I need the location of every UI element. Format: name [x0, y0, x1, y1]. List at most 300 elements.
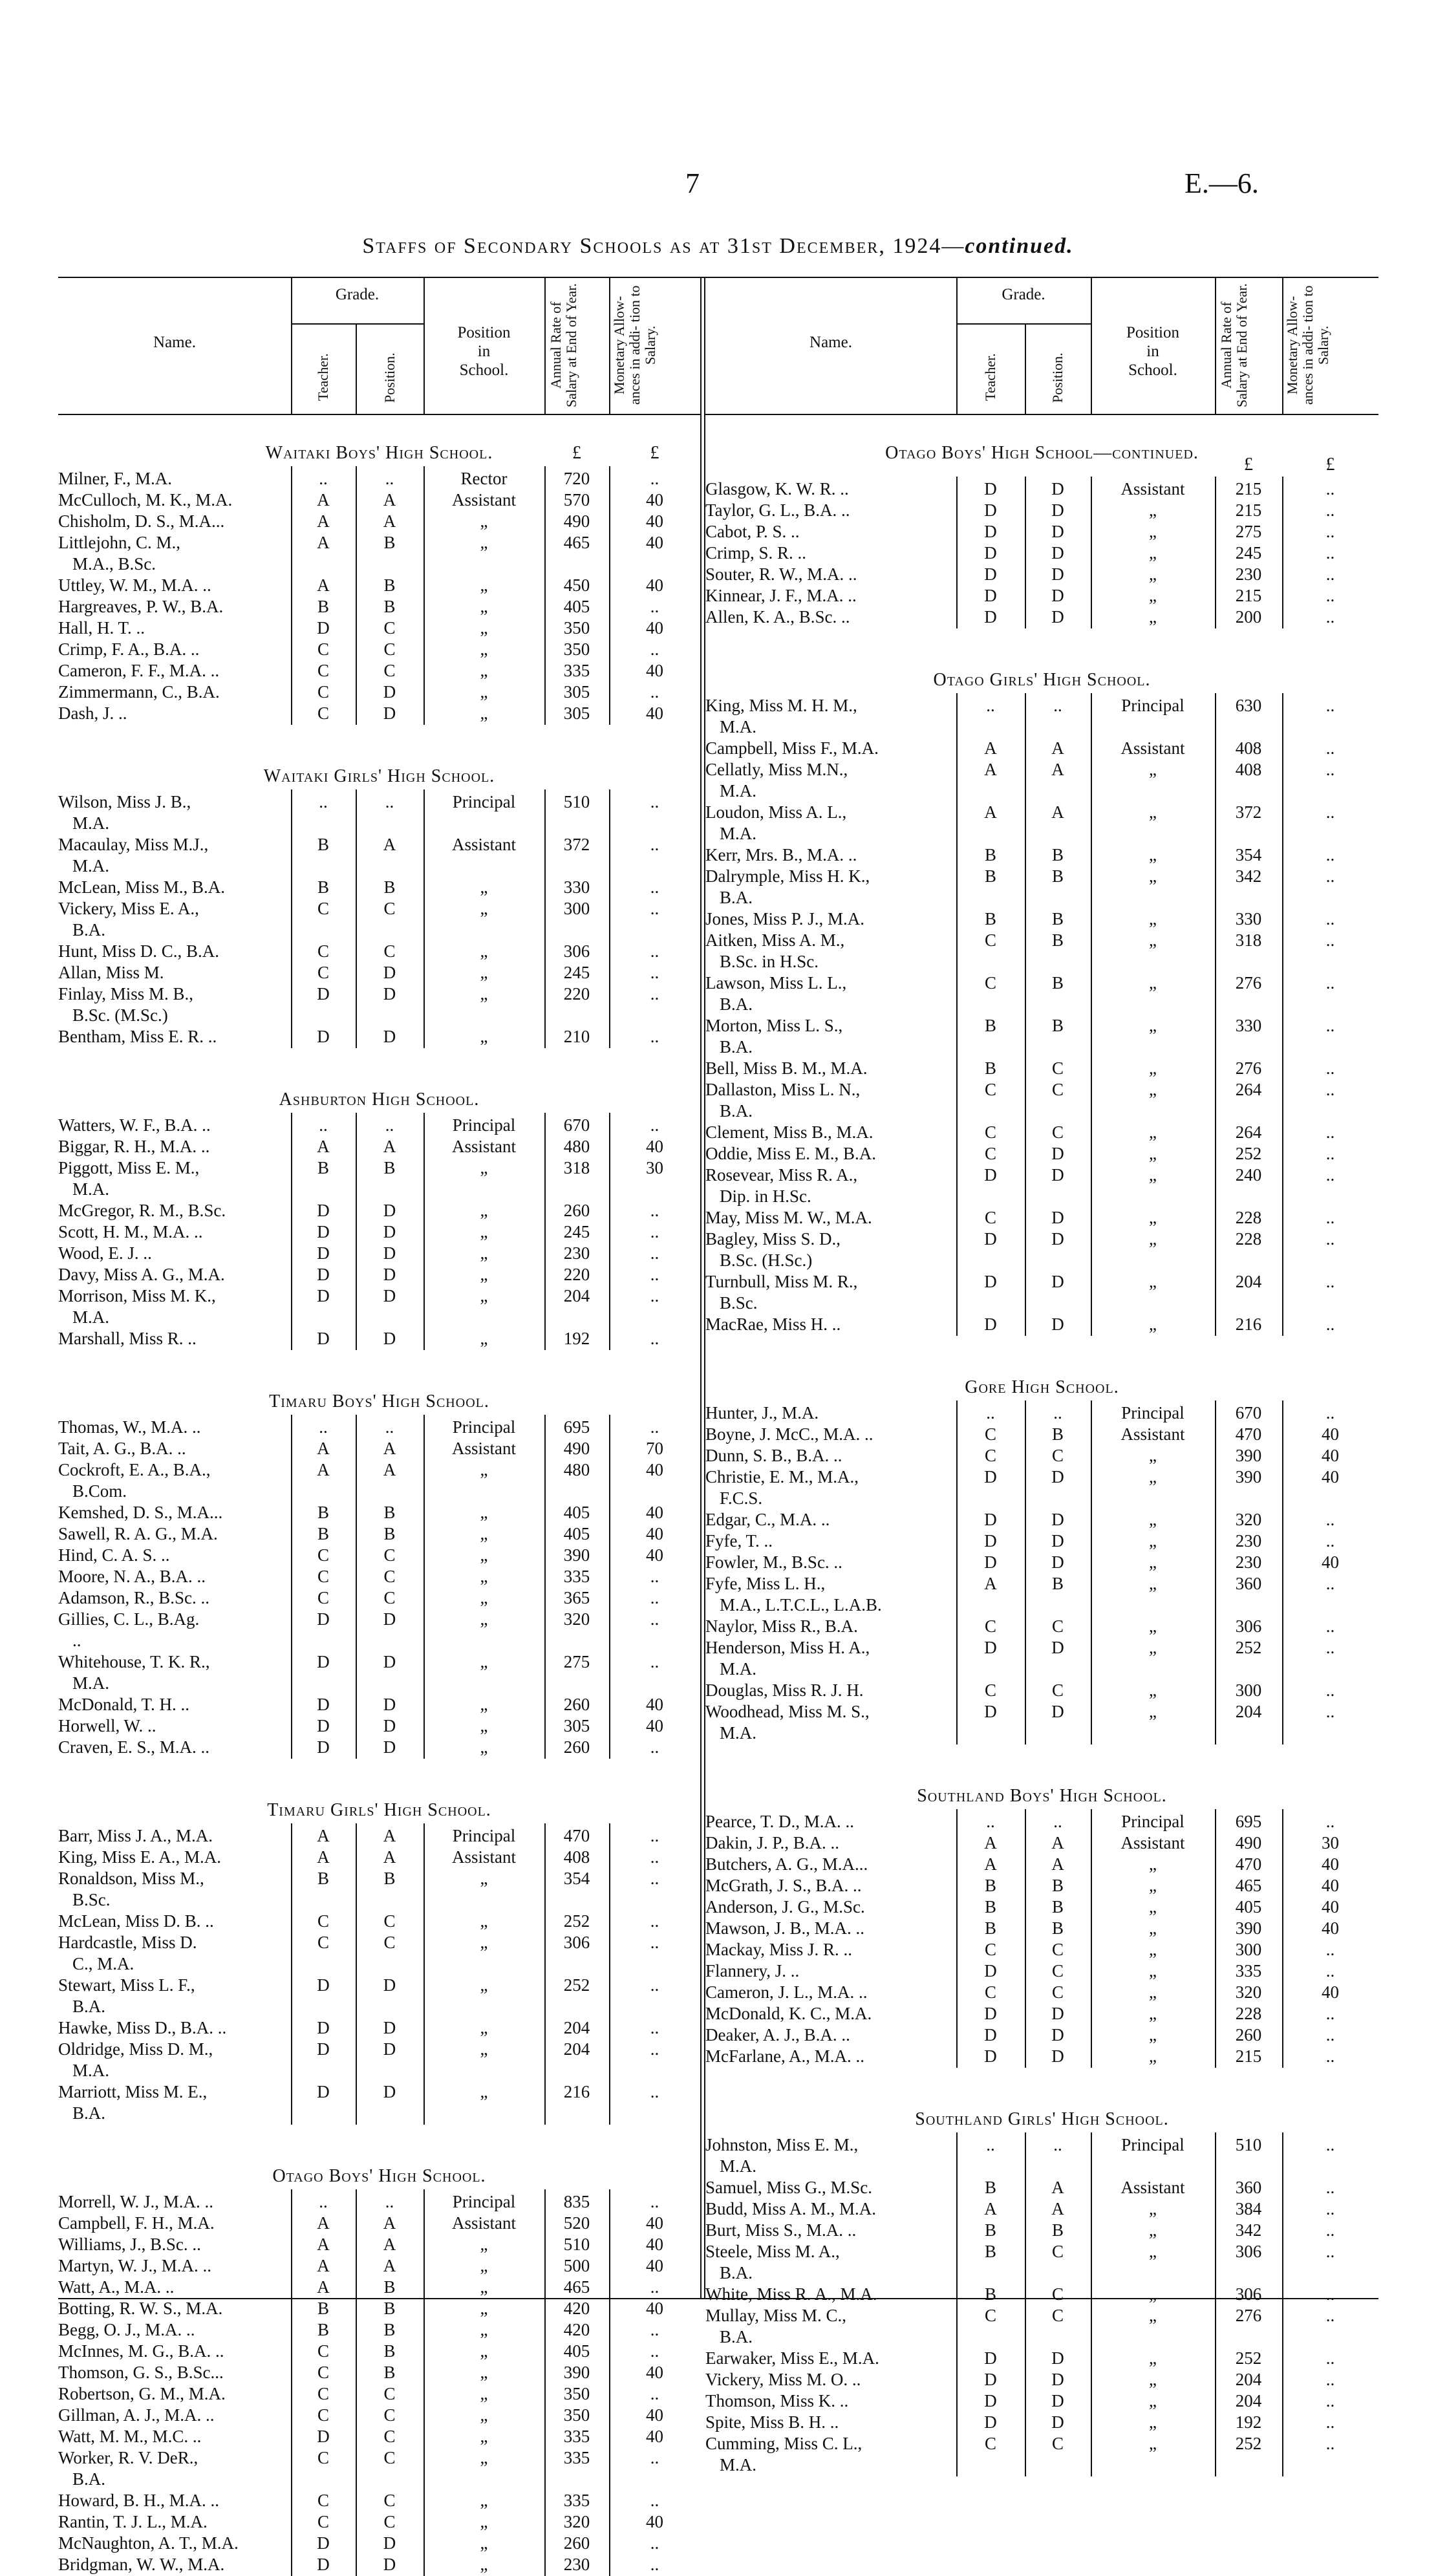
teacher-grade: A [317, 2235, 330, 2254]
school-heading [58, 766, 700, 787]
column-rule [356, 466, 357, 725]
staff-name: Fowler, M., B.Sc. .. [705, 1552, 842, 1572]
position-in-school: „ [1149, 1510, 1157, 1529]
staff-name: Earwaker, Miss E., M.A. [705, 2348, 879, 2368]
teacher-grade: .. [986, 1812, 995, 1831]
teacher-grade: B [317, 597, 329, 616]
position-grade: .. [1053, 696, 1062, 715]
staff-name: Crimp, S. R. .. [705, 543, 807, 563]
position-grade: C [1051, 2434, 1064, 2453]
salary: 490 [563, 1439, 590, 1458]
teacher-grade: C [317, 661, 329, 680]
position-in-school-header [1091, 323, 1215, 380]
salary: 335 [563, 2427, 590, 2446]
allowance: 40 [646, 1503, 663, 1522]
salary: 276 [1235, 2306, 1262, 2325]
column-rule [291, 2189, 292, 2576]
table-row [58, 1158, 700, 1199]
position-in-school: „ [1149, 1272, 1157, 1291]
position-grade: A [383, 835, 396, 854]
teacher-grade: D [317, 1609, 330, 1629]
grade-header: Grade. [335, 286, 380, 303]
position-in-school: „ [1149, 2242, 1157, 2261]
left-table [58, 277, 700, 2574]
allowance: .. [650, 2018, 659, 2037]
teacher-grade: A [317, 575, 330, 595]
position-grade: C [1051, 2306, 1064, 2325]
position-grade: D [383, 1222, 396, 1241]
column-rule [356, 789, 357, 1048]
teacher-grade: D [984, 1467, 997, 1487]
column-rule [291, 789, 292, 1048]
teacher-grade: .. [986, 2135, 995, 2154]
salary: 408 [563, 1847, 590, 1867]
grade-header-rule [956, 323, 1091, 325]
table-row [705, 1165, 1378, 1206]
position-in-school: „ [480, 2405, 488, 2425]
table-row [58, 941, 700, 963]
position-header: Position. [381, 352, 398, 403]
position-in-school: „ [480, 2277, 488, 2297]
teacher-grade: C [317, 2384, 329, 2403]
position-grade: .. [385, 469, 394, 488]
staff-name: Hawke, Miss D., B.A. .. [58, 2018, 227, 2037]
position-grade: A [383, 1439, 396, 1458]
allowance: .. [650, 1826, 659, 1845]
school-heading [58, 1089, 700, 1110]
staff-name: McInnes, M. G., B.A. .. [58, 2341, 224, 2361]
salary: 252 [563, 1911, 590, 1931]
allowance: 40 [646, 533, 663, 552]
teacher-grade: B [984, 2284, 996, 2304]
column-rule [1282, 1401, 1283, 1744]
position-grade: D [1051, 543, 1064, 563]
teacher-grade: C [317, 2405, 329, 2425]
table-row [58, 2405, 700, 2427]
salary: 480 [563, 1460, 590, 1479]
column-rule [544, 466, 546, 725]
staff-name: McLean, Miss D. B. .. [58, 1911, 214, 1931]
salary: 335 [563, 1567, 590, 1586]
teacher-grade: C [984, 1982, 996, 2002]
position-grade: D [383, 2533, 396, 2553]
staff-name-cont: B.Sc. [72, 1890, 111, 1909]
position-grade: C [1051, 2284, 1064, 2304]
allowance: .. [650, 1609, 659, 1629]
table-row [705, 1982, 1378, 2004]
staff-name: Howard, B. H., M.A. .. [58, 2491, 219, 2510]
position-grade: C [383, 1545, 396, 1565]
salary: 215 [1235, 586, 1262, 605]
staff-name: Marriott, Miss M. E., [58, 2082, 208, 2101]
teacher-grade: D [984, 2370, 997, 2389]
salary: 230 [1235, 1531, 1262, 1551]
staff-name: McDonald, T. H. .. [58, 1695, 189, 1714]
teacher-grade: C [317, 963, 329, 982]
salary: 420 [563, 2299, 590, 2318]
staff-name: Littlejohn, C. M., [58, 533, 180, 552]
column-rule [956, 693, 958, 1336]
salary: 405 [563, 1524, 590, 1543]
staff-name-cont: B.A. [720, 2327, 753, 2346]
staff-name: Thomson, Miss K. .. [705, 2391, 849, 2410]
table-row [58, 703, 700, 725]
page-title-main: Staffs of Secondary Schools as at 31st December, 1924— [362, 234, 965, 258]
teacher-grade: A [317, 2277, 330, 2297]
column-rule [956, 477, 958, 628]
staff-name: Hargreaves, P. W., B.A. [58, 597, 224, 616]
staff-name-cont: M.A., B.Sc. [72, 554, 156, 574]
position-grade: A [1051, 738, 1064, 758]
allowance: 40 [1322, 1424, 1339, 1444]
staff-name: Pearce, T. D., M.A. .. [705, 1812, 854, 1831]
allowance: .. [650, 2320, 659, 2339]
position-grade: B [383, 877, 396, 897]
table-row [58, 2320, 700, 2341]
allowance: .. [1325, 1616, 1335, 1636]
teacher-grade: D [984, 1165, 997, 1185]
allowance: 40 [646, 575, 663, 595]
teacher-grade: D [984, 1531, 997, 1551]
column-rule [1025, 477, 1026, 628]
salary: 320 [1235, 1982, 1262, 2002]
table-row [705, 1122, 1378, 1144]
position-grade: B [1051, 2220, 1064, 2240]
staff-name: Allan, Miss M. [58, 963, 164, 982]
table-row [705, 1940, 1378, 1961]
teacher-grade: C [984, 1940, 996, 1959]
staff-name: Cellatly, Miss M.N., [705, 760, 848, 779]
teacher-grade: B [984, 2178, 996, 2197]
staff-name: Dakin, J. P., B.A. .. [705, 1833, 840, 1852]
allowance-unit: £ [1325, 455, 1335, 475]
allowance: .. [1325, 1680, 1335, 1700]
column-rule [1215, 2132, 1216, 2476]
salary: 228 [1235, 2004, 1262, 2023]
staff-name: Sawell, R. A. G., M.A. [58, 1524, 218, 1543]
teacher-grade: D [317, 1265, 330, 1284]
table-row [58, 2235, 700, 2256]
staff-name-cont: M.A. [72, 813, 110, 833]
position-in-school: „ [1149, 522, 1157, 541]
position-grade: D [1051, 1510, 1064, 1529]
allowance: .. [1325, 2025, 1335, 2045]
teacher-grade: C [984, 2434, 996, 2453]
teacher-grade: .. [319, 469, 328, 488]
position-in-school: „ [1149, 1315, 1157, 1334]
position-in-school: „ [480, 682, 488, 702]
allowance: .. [650, 1567, 659, 1586]
salary: 405 [563, 597, 590, 616]
salary: 204 [1235, 1272, 1262, 1291]
position-grade: D [1051, 1165, 1064, 1185]
salary: 354 [563, 1869, 590, 1888]
table-row [58, 2363, 700, 2384]
position-grade: B [383, 533, 396, 552]
column-rule [1025, 1401, 1026, 1744]
table-row [705, 1272, 1378, 1313]
position-grade: B [1051, 866, 1064, 886]
salary: 510 [563, 2235, 590, 2254]
staff-name: Stewart, Miss L. F., [58, 1975, 195, 1995]
salary: 215 [1235, 479, 1262, 499]
table-row [705, 2199, 1378, 2220]
position-grade: B [1051, 845, 1064, 864]
allowance: .. [650, 2192, 659, 2211]
column-rule [609, 1823, 610, 2125]
position-grade: C [383, 1911, 396, 1931]
staff-name: Anderson, J. G., M.Sc. [705, 1897, 865, 1916]
allowance: .. [1325, 909, 1335, 928]
table-row [705, 522, 1378, 543]
salary: 306 [1235, 2242, 1262, 2261]
position-in-school: „ [480, 618, 488, 638]
position-in-school: „ [480, 1201, 488, 1220]
staff-name: Williams, J., B.Sc. .. [58, 2235, 201, 2254]
position-in-school: „ [1149, 1552, 1157, 1572]
column-rule [1215, 477, 1216, 628]
table-row [58, 2039, 700, 2080]
table-row [58, 1911, 700, 1933]
position-grade: D [1051, 1702, 1064, 1721]
position-in-school: „ [1149, 2348, 1157, 2368]
staff-name: McNaughton, A. T., M.A. [58, 2533, 239, 2553]
pos-school-line: in [1146, 343, 1159, 360]
position-grade: D [383, 1737, 396, 1757]
teacher-grade: B [984, 1918, 996, 1938]
staff-name-cont: B.A. [72, 920, 106, 939]
table-row [58, 1737, 700, 1759]
table-row [705, 1531, 1378, 1552]
staff-name-cont: B.Com. [72, 1481, 127, 1501]
teacher-grade: D [317, 984, 330, 1004]
salary: 405 [1235, 1897, 1262, 1916]
staff-name: Watters, W. F., B.A. .. [58, 1115, 211, 1135]
table-row [58, 2491, 700, 2512]
staff-name-cont: B.A. [72, 2103, 106, 2123]
table-row [705, 2046, 1378, 2068]
salary: 210 [563, 1027, 590, 1046]
staff-name: Mullay, Miss M. C., [705, 2306, 847, 2325]
position-in-school: „ [1149, 1080, 1157, 1099]
column-rule [956, 1809, 958, 2068]
table-row [705, 479, 1378, 500]
staff-name: Oddie, Miss E. M., B.A. [705, 1144, 877, 1163]
position-grade: D [1051, 1144, 1064, 1163]
table-row [705, 2412, 1378, 2434]
staff-name: Jones, Miss P. J., M.A. [705, 909, 865, 928]
table-row [58, 899, 700, 939]
allowance: .. [1325, 1531, 1335, 1551]
teacher-grade: B [317, 1158, 329, 1177]
staff-name: Mackay, Miss J. R. .. [705, 1940, 852, 1959]
staff-name: King, Miss M. H. M., [705, 696, 857, 715]
staff-name: Bentham, Miss E. R. .. [58, 1027, 217, 1046]
allowance: .. [650, 2277, 659, 2297]
position-grade: B [383, 575, 396, 595]
table-row [58, 1567, 700, 1588]
position-grade: C [383, 2512, 396, 2531]
table-row [705, 2348, 1378, 2370]
table-row [705, 607, 1378, 628]
table-row [58, 2277, 700, 2299]
position-in-school: „ [480, 2512, 488, 2531]
position-grade: D [1051, 2025, 1064, 2045]
salary: 342 [1235, 866, 1262, 886]
column-rule [1091, 2132, 1092, 2476]
teacher-grade: D [984, 1272, 997, 1291]
teacher-grade: D [317, 1286, 330, 1305]
staff-name: Morrison, Miss M. K., [58, 1286, 216, 1305]
teacher-grade: A [984, 1574, 997, 1593]
salary: 252 [1235, 1638, 1262, 1657]
teacher-grade: C [317, 1545, 329, 1565]
position-in-school: Assistant [451, 490, 516, 510]
allowance: .. [650, 835, 659, 854]
allowance: .. [1325, 1058, 1335, 1078]
school-heading-text: Timaru Boys' High School. [269, 1391, 489, 1411]
table-row [705, 1315, 1378, 1336]
table-row [58, 2448, 700, 2489]
staff-name-cont: M.A. [72, 1307, 110, 1327]
position-in-school: „ [1149, 586, 1157, 605]
table-row [705, 586, 1378, 607]
salary: 390 [563, 2363, 590, 2382]
table-row [705, 1812, 1378, 1833]
column-rule [356, 1113, 357, 1350]
allowance: .. [1325, 2348, 1335, 2368]
position-in-school: „ [480, 1609, 488, 1629]
staff-name: Rosevear, Miss R. A., [705, 1165, 858, 1185]
position-grade: D [383, 1027, 396, 1046]
table-row [705, 1897, 1378, 1918]
table-row [705, 2391, 1378, 2412]
teacher-grade: B [984, 866, 996, 886]
position-grade: C [1051, 1058, 1064, 1078]
table-row [705, 1961, 1378, 1982]
table-row [705, 2434, 1378, 2474]
salary: 342 [1235, 2220, 1262, 2240]
staff-name: Boyne, J. McC., M.A. .. [705, 1424, 873, 1444]
position-grade: C [383, 618, 396, 638]
table-row [58, 682, 700, 703]
staff-name-cont: B.Sc. (H.Sc.) [720, 1250, 813, 1270]
position-in-school: Principal [452, 1417, 516, 1437]
position-grade: D [383, 1201, 396, 1220]
salary: 695 [1235, 1812, 1262, 1831]
position-grade: D [1051, 2348, 1064, 2368]
position-in-school: „ [480, 597, 488, 616]
allowance: .. [1325, 1403, 1335, 1422]
table-row [58, 639, 700, 661]
table-row [705, 2242, 1378, 2282]
position-grade: D [383, 2039, 396, 2059]
position-in-school: Principal [1121, 1403, 1184, 1422]
position-grade: A [1051, 760, 1064, 779]
staff-name: Gillies, C. L., B.Ag. [58, 1609, 200, 1629]
table-row [58, 1265, 700, 1286]
allowance: .. [1325, 1574, 1335, 1593]
staff-name: Thomas, W., M.A. .. [58, 1417, 201, 1437]
position-in-school: Rector [460, 469, 508, 488]
teacher-grade: A [984, 738, 997, 758]
table-row [58, 1524, 700, 1545]
position-grade: D [383, 1265, 396, 1284]
position-in-school: „ [480, 1027, 488, 1046]
salary: 390 [1235, 1467, 1262, 1487]
staff-name: Bell, Miss B. M., M.A. [705, 1058, 868, 1078]
position-header-cell [356, 323, 357, 414]
table-row [705, 866, 1378, 907]
salary: 204 [1235, 2391, 1262, 2410]
position-in-school: „ [480, 1265, 488, 1284]
allowance: .. [650, 1115, 659, 1135]
salary: 330 [563, 877, 590, 897]
teacher-grade: A [984, 760, 997, 779]
allowance: .. [1325, 1165, 1335, 1185]
position-in-school: „ [480, 2235, 488, 2254]
column-rule [1091, 1401, 1092, 1744]
teacher-grade: D [317, 1243, 330, 1263]
pos-school-line: Position [1126, 324, 1179, 341]
table-row [705, 1638, 1378, 1679]
allowance: .. [1325, 2178, 1335, 2197]
salary: 390 [1235, 1446, 1262, 1465]
position-grade: A [1051, 1854, 1064, 1874]
allowance: .. [1325, 543, 1335, 563]
salary: 695 [563, 1417, 590, 1437]
position-in-school: „ [480, 1567, 488, 1586]
staff-name: Worker, R. V. DeR., [58, 2448, 198, 2467]
salary: 252 [1235, 2434, 1262, 2453]
position-grade: D [383, 1243, 396, 1263]
position-grade: B [1051, 973, 1064, 993]
staff-name: Cameron, J. L., M.A. .. [705, 1982, 868, 2002]
staff-name: MacRae, Miss H. .. [705, 1315, 841, 1334]
position-in-school: „ [480, 1460, 488, 1479]
position-grade: D [1051, 1208, 1064, 1227]
allowance: .. [1325, 522, 1335, 541]
page-reference: E.—6. [1184, 167, 1259, 199]
allowance: 40 [646, 490, 663, 510]
allowance: .. [650, 469, 659, 488]
allowance: .. [1325, 760, 1335, 779]
staff-name: Adamson, R., B.Sc. .. [58, 1588, 210, 1607]
staff-name-cont: M.A. [720, 824, 757, 843]
teacher-grade: B [984, 1876, 996, 1895]
position-header: Position. [1049, 352, 1066, 403]
table-row [58, 2299, 700, 2320]
position-grade: C [383, 661, 396, 680]
table-row [705, 1854, 1378, 1876]
table-row [705, 2178, 1378, 2199]
staff-name: Scott, H. M., M.A. .. [58, 1222, 203, 1241]
teacher-grade: C [984, 1144, 996, 1163]
salary: 215 [1235, 500, 1262, 520]
salary: 318 [563, 1158, 590, 1177]
position-grade: A [383, 511, 396, 531]
staff-name: Woodhead, Miss M. S., [705, 1702, 870, 1721]
allowance: 40 [646, 618, 663, 638]
position-in-school: Principal [1121, 2135, 1184, 2154]
allowance: .. [650, 1933, 659, 1952]
position-grade: D [383, 1609, 396, 1629]
teacher-grade: D [317, 1201, 330, 1220]
position-in-school: „ [1149, 1144, 1157, 1163]
allowance: 40 [1322, 1876, 1339, 1895]
table-row [705, 1424, 1378, 1446]
position-in-school: „ [480, 1286, 488, 1305]
